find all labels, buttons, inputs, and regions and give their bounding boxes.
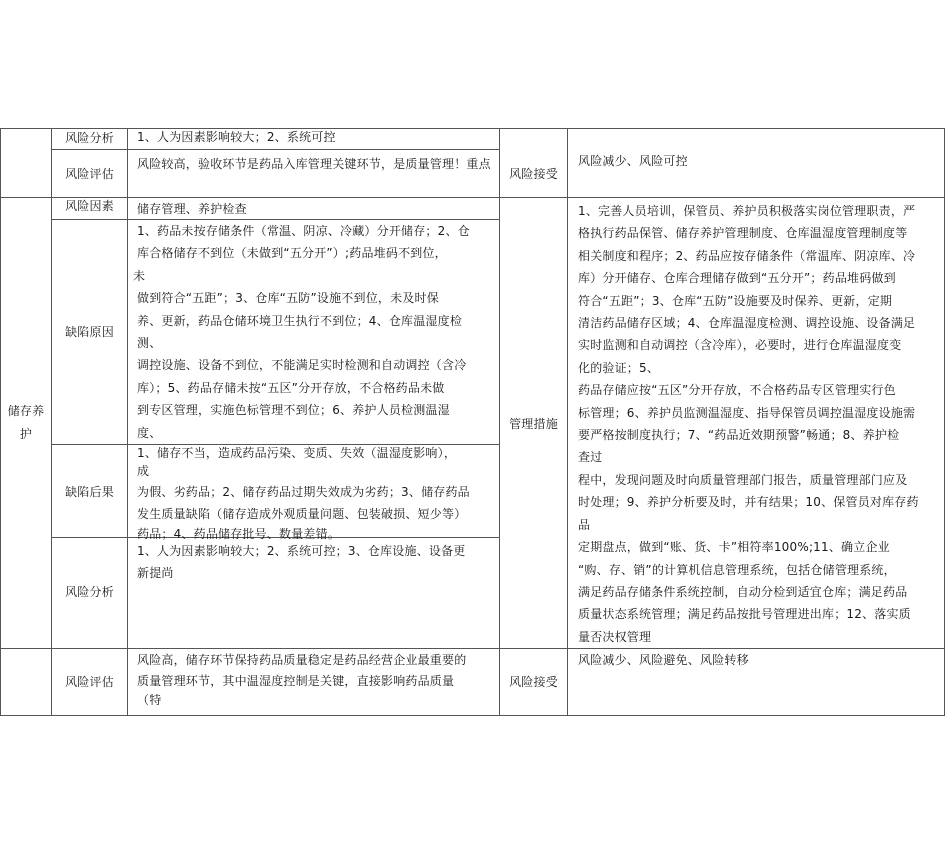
bottom-risk-assessment-text	[137, 650, 497, 714]
text-line: 格执行药品保管、储存养护管理制度、仓库温湿度管理制度等	[578, 226, 908, 241]
text-line: 风险高，储存环节保持药品质量稳定是药品经营企业最重要的	[137, 653, 467, 667]
text-line: 为假、劣药品；2、储存药品过期失效成为劣药；3、储存药品	[137, 484, 470, 499]
risk-factor-label: 风险因素	[65, 199, 114, 213]
bottom-risk-acceptance-label: 风险接受	[509, 675, 558, 689]
text-line: 调控设施、设备不到位，不能满足实时检测和自动调控（含冷	[137, 358, 467, 373]
text-line: 查过	[578, 450, 603, 465]
table-border	[52, 149, 500, 150]
text-line: 相关制度和程序；2、药品应按存储条件（常温库、阴凉库、冷	[578, 248, 916, 263]
text-line: 量否决权管理	[578, 629, 652, 644]
text-line: 1、药品未按存储条件（常温、阴凉、冷藏）分开储存；2、仓	[137, 224, 470, 238]
top-risk-assessment-label: 风险评估	[65, 167, 114, 181]
text-line: 清洁药品储存区域；4、仓库温湿度检测、调控设施、设备满足	[578, 316, 916, 331]
top-risk-analysis-text: 1、人为因素影响较大；2、系统可控	[137, 130, 336, 144]
table-border	[0, 128, 1, 716]
text-line: 到专区管理，实施色标管理不到位；6、养护人员检测温湿	[137, 403, 450, 418]
top-risk-assessment-text: 风险较高，验收环节是药品入库管理关键环节，是质量管理！重点	[137, 157, 491, 171]
text-line: 实时监测和自动调控（含冷库），必要时，进行仓库温湿度变	[578, 338, 902, 353]
text-line: 成	[137, 464, 150, 479]
management-text	[578, 200, 940, 648]
text-line: 未	[133, 268, 146, 283]
text-line: 符合“五距”；3、仓库“五防”设施要及时保养、更新，定期	[578, 293, 893, 308]
text-line: 质量状态系统管理；满足药品按批号管理进出库；12、落实质	[578, 607, 911, 622]
defect-cause-text	[133, 220, 497, 444]
text-line: 满足药品存储条件系统控制，自动分检到适宜仓库；满足药品	[578, 584, 908, 599]
text-line: 时处理；9、养护分析要及时，并有结果；10、保管员对库存药	[578, 495, 919, 510]
table-border	[567, 128, 568, 716]
text-line: 度、	[137, 425, 162, 440]
text-line: 要严格按制度执行；7、“药品近效期预警”畅通；8、养护检	[578, 428, 900, 443]
text-line: 养、更新，药品仓储环境卫生执行不到位；4、仓库温湿度检	[137, 313, 463, 328]
storage-risk-analysis-text	[137, 540, 497, 600]
text-line: （特	[137, 693, 162, 707]
text-line: 质量管理环节，其中温湿度控制是关键，直接影响药品质量	[137, 674, 455, 688]
text-line: 库合格储存不到位（未做到“五分开”）;药品堆码不到位，	[137, 246, 447, 261]
text-line: 药品；4、药品储存批号、数量差错。	[137, 526, 341, 541]
table-border	[127, 128, 128, 716]
text-line: 做到符合“五距”；3、仓库“五防”设施不到位，未及时保	[137, 291, 439, 306]
text-line: 定期盘点，做到“账、货、卡”相符率100%;11、确立企业	[578, 540, 890, 555]
text-line: 1、完善人员培训，保管员、养护员积极落实岗位管理职责，严	[578, 204, 916, 218]
storage-section-label: 储存养护	[7, 404, 45, 441]
text-line: 程中，发现问题及时向质量管理部门报告，质量管理部门应及	[578, 472, 908, 487]
text-line: 测、	[137, 336, 162, 351]
text-line: 品	[578, 517, 591, 532]
bottom-risk-assessment-label: 风险评估	[65, 675, 114, 689]
management-label: 管理措施	[509, 417, 558, 431]
top-risk-analysis-label: 风险分析	[65, 131, 114, 145]
text-line: 化的验证；5、	[578, 360, 660, 375]
text-line: “购、存、销”的计算机信息管理系统，包括仓储管理系统，	[578, 562, 896, 577]
text-line: 1、人为因素影响较大；2、系统可控；3、仓库设施、设备更	[137, 544, 466, 558]
defect-consequence-label: 缺陷后果	[65, 485, 114, 499]
storage-risk-analysis-label: 风险分析	[65, 585, 114, 599]
text-line: 发生质量缺陷（储存造成外观质量问题、包装破损、短少等）	[137, 506, 467, 521]
defect-consequence-text	[137, 444, 497, 541]
top-risk-acceptance-label: 风险接受	[509, 167, 558, 181]
text-line: 库）分开储存、仓库合理储存做到“五分开”；药品堆码做到	[578, 271, 896, 286]
table-border	[944, 128, 945, 716]
text-line: 药品存储应按“五区”分开存放，不合格药品专区管理实行色	[578, 383, 896, 398]
text-line: 1、储存不当，造成药品污染、变质、失效（温湿度影响），	[137, 446, 457, 460]
risk-factor-text: 储存管理、养护检查	[137, 202, 247, 216]
table-border	[0, 715, 944, 716]
text-line: 新提尚	[137, 566, 174, 580]
defect-cause-label: 缺陷原因	[65, 325, 114, 339]
text-line: 库）；5、药品存储未按“五区”分开存放，不合格药品未做	[137, 380, 445, 395]
bottom-risk-acceptance-text: 风险减少、风险避免、风险转移	[578, 653, 749, 667]
top-risk-acceptance-text: 风险减少、风险可控	[578, 154, 688, 168]
text-line: 标管理；6、养护员监测温湿度、指导保管员调控温湿度设施需	[578, 405, 916, 420]
